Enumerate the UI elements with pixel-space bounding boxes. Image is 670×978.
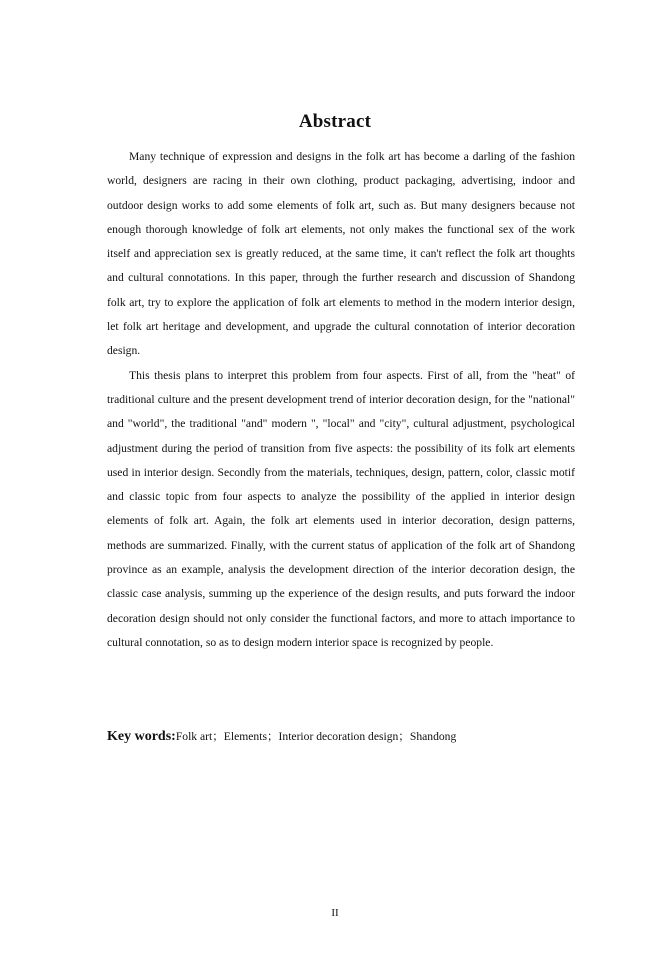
page-number: II <box>331 907 339 919</box>
keywords-text: Folk art；Elements；Interior decoration design；Shandong <box>175 730 457 743</box>
keywords-line <box>107 727 577 747</box>
abstract-paragraph-1: Many technique of expression and designs in the folk art has become a darling of the fashion world, designers are racing in their own clothing, product packaging, advertising, indoor and outdoor design works to add some elements of folk art, such as. But many designers because not enough thorough knowledge of folk art elements, not only makes the functional sex of the work itself and appreciation sex is greatly reduced, at the same time, it can't reflect the folk art thoughts and cultural connotations. In this paper, through the further research and discussion of Shandong folk art, try to explore the application of folk art elements to method in the modern interior design, let folk art heritage and development, and upgrade the cultural connotation of interior decoration design. <box>107 150 575 358</box>
abstract-paragraph-2: This thesis plans to interpret this problem from four aspects. First of all, from the "heat" of traditional culture and the present development trend of interior decoration design, for the "national" and "world", the traditional "and" modern ", "local" and "city", cultural adjustment, psychological adjustment during the period of transition from five aspects: the possibility of its folk art elements used in interior design. Secondly from the materials, techniques, design, pattern, color, classic motif and classic topic from four aspects to analyze the possibility of the applied in interior design elements of folk art. Again, the folk art elements used in interior decoration, design patterns, methods are summarized. Finally, with the current status of application of the folk art of Shandong province as an example, analysis the development direction of the interior decoration design, the classic case analysis, summing up the experience of the design results, and puts forward the indoor decoration design should not only consider the functional factors, and more to attach importance to cultural connotation, so as to design modern interior space is recognized by people. <box>107 368 575 649</box>
abstract-title: Abstract <box>298 111 372 132</box>
abstract-body <box>107 145 575 655</box>
keywords-label: Key words: <box>107 729 176 744</box>
